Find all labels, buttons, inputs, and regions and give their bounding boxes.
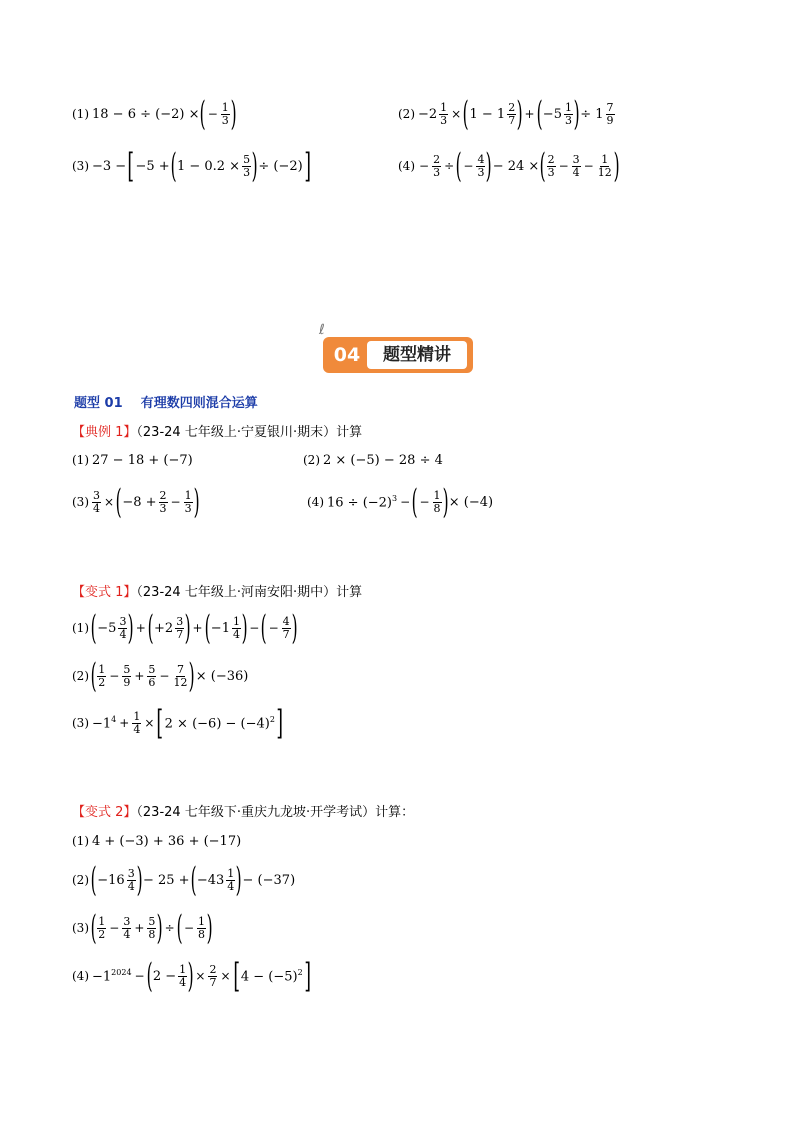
- paren: (: [411, 482, 418, 522]
- problem-label: (2): [398, 107, 415, 121]
- fraction: $\frac{1}{8}$: [198, 914, 206, 941]
- fraction: $\frac{5}{8}$: [148, 914, 156, 941]
- fraction: $\frac{1}{2}$: [98, 662, 106, 689]
- paren: (: [204, 608, 211, 648]
- fraction: $\frac{1}{3}$: [440, 100, 448, 127]
- problem-label: (1): [72, 621, 89, 635]
- paren: ): [241, 608, 248, 648]
- paren: ): [251, 146, 258, 186]
- expr-text: −3 −: [92, 158, 127, 174]
- plus-sign: +: [134, 669, 145, 683]
- problem-3: [72, 146, 311, 186]
- plus-sign: +: [119, 716, 130, 730]
- problem-label: (3): [72, 159, 89, 173]
- expr-text: 1 − 1: [469, 106, 506, 122]
- paren: (: [200, 94, 207, 134]
- minus-sign: −: [183, 921, 195, 935]
- fraction: $\frac{1}{3}$: [184, 488, 192, 515]
- minus-sign: −: [109, 669, 120, 683]
- problem-label: (3): [72, 716, 89, 730]
- expr-text: 2 × (−5) − 28 ÷ 4: [323, 452, 443, 468]
- problem-label: (2): [72, 873, 89, 887]
- times-sign: ×: [451, 107, 462, 121]
- times-sign: ×: [104, 495, 115, 509]
- times-sign: ×: [144, 716, 155, 730]
- problem-label: (4): [307, 495, 324, 509]
- ex1-q4: [307, 482, 494, 522]
- paren: ): [442, 482, 449, 522]
- problem-label: (4): [72, 969, 89, 983]
- banner-number: 04: [333, 344, 361, 366]
- fraction: $\frac{3}{4}$: [119, 614, 127, 641]
- minus-sign: −: [463, 159, 474, 173]
- fraction: $\frac{3}{4}$: [93, 488, 100, 515]
- fraction: $\frac{5}{3}$: [243, 152, 251, 179]
- problem-label: (3): [72, 921, 89, 935]
- fraction: $\frac{1}{4}$: [227, 866, 235, 893]
- fraction: $\frac{5}{6}$: [148, 662, 156, 689]
- plus-sign: +: [524, 107, 535, 121]
- expr-text: 1 − 0.2 ×: [176, 158, 241, 174]
- section-title: 题型 01 有理数四则混合运算: [74, 396, 258, 411]
- paren: ): [184, 608, 191, 648]
- example-source: （23-24 七年级上·宁夏银川·期末）计算: [136, 425, 363, 440]
- example-1-heading: [72, 421, 362, 440]
- paren: ): [291, 608, 298, 648]
- paren: (: [115, 482, 122, 522]
- variant-source: （23-24 七年级下·重庆九龙坡·开学考试）计算：: [136, 805, 415, 820]
- fraction: $\frac{3}{4}$: [572, 152, 580, 179]
- minus-sign: −: [207, 107, 218, 121]
- expr-text: 2 −: [152, 968, 177, 984]
- hook-icon: ℓ: [319, 322, 325, 338]
- problem-label: (1): [72, 834, 89, 848]
- v2-q2: [72, 860, 296, 900]
- fraction: $\frac{7}{9}$: [606, 100, 614, 127]
- expr-text: $16 \div (-2)^3$: [327, 493, 398, 511]
- plus-sign: +: [192, 621, 203, 635]
- expr-text: −8 +: [122, 494, 157, 510]
- paren: (: [176, 908, 183, 948]
- fraction: $\frac{2}{3}$: [433, 152, 441, 179]
- expr-text: −5: [97, 620, 117, 636]
- expr-text: +2: [154, 620, 174, 636]
- minus-sign: −: [400, 495, 411, 509]
- variant-tag: 【变式 2】: [72, 805, 137, 820]
- minus-sign: −: [419, 495, 430, 509]
- paren: ): [613, 146, 620, 186]
- expr-text: ÷ (−2): [258, 158, 303, 174]
- paren: ): [187, 956, 194, 996]
- ex1-q1: [72, 440, 194, 480]
- variant-2-heading: [72, 801, 414, 820]
- minus-sign: −: [558, 159, 569, 173]
- fraction: $\frac{1}{3}$: [221, 100, 229, 127]
- divide-sign: ÷: [444, 159, 455, 173]
- fraction: $\frac{3}{7}$: [176, 614, 184, 641]
- minus-sign: −: [249, 621, 260, 635]
- paren: ): [486, 146, 493, 186]
- fraction: $\frac{1}{3}$: [564, 100, 572, 127]
- problem-label: (2): [303, 453, 320, 467]
- v2-q1: [72, 821, 242, 861]
- fraction: $\frac{1}{2}$: [98, 914, 106, 941]
- expr-text: −1: [210, 620, 230, 636]
- paren: (: [260, 608, 267, 648]
- problem-4: [398, 146, 619, 186]
- fraction: $\frac{1}{8}$: [433, 488, 441, 515]
- v2-q3: [72, 908, 212, 948]
- minus-sign: −: [159, 669, 170, 683]
- expr-text: −43: [196, 872, 225, 888]
- paren: (: [170, 146, 177, 186]
- fraction: $\frac{3}{4}$: [127, 866, 135, 893]
- fraction: $\frac{1}{4}$: [232, 614, 240, 641]
- paren: ): [136, 860, 143, 900]
- minus-sign: −: [109, 921, 120, 935]
- minus-sign: −: [583, 159, 594, 173]
- section-banner: [323, 337, 473, 373]
- v1-q1: [72, 608, 297, 648]
- problem-label: (4): [398, 159, 415, 173]
- ex1-q2: [303, 440, 444, 480]
- expr-text: − (−37): [242, 872, 296, 888]
- expr-text: × (−36): [195, 668, 249, 684]
- times-sign: ×: [220, 969, 231, 983]
- expr-text: −5 +: [135, 158, 170, 174]
- fraction: $\frac{2}{3}$: [547, 152, 555, 179]
- bracket: [: [156, 703, 164, 743]
- v1-q3: [72, 703, 283, 743]
- minus-sign: −: [170, 495, 181, 509]
- problem-label: (3): [72, 495, 89, 509]
- expr-text: 27 − 18 + (−7): [92, 452, 193, 468]
- expr-text: 4 + (−3) + 36 + (−17): [92, 833, 242, 849]
- fraction: $\frac{4}{7}$: [282, 614, 290, 641]
- minus-sign: −: [268, 621, 279, 635]
- fraction: $\frac{4}{3}$: [477, 152, 485, 179]
- bracket: ]: [276, 703, 283, 743]
- bracket: [: [127, 146, 135, 186]
- paren: ): [157, 908, 164, 948]
- expr-text: $2 \times (-6) - (-4)^2$: [164, 714, 275, 732]
- problem-label: (2): [72, 669, 89, 683]
- paren: ): [206, 908, 213, 948]
- expr-text: $-1^{2024}$: [92, 967, 132, 985]
- paren: ): [193, 482, 200, 522]
- expr-text: −5: [542, 106, 562, 122]
- fraction: $\frac{7}{12}$: [173, 662, 188, 689]
- paren: ): [230, 94, 237, 134]
- times-sign: ×: [195, 969, 206, 983]
- fraction: $\frac{5}{9}$: [123, 662, 131, 689]
- expr-text: − 25 +: [142, 872, 190, 888]
- expr-text: − 24 ×: [492, 158, 540, 174]
- bracket: [: [232, 956, 240, 996]
- variant-tag: 【变式 1】: [72, 585, 137, 600]
- paren: ): [573, 94, 580, 134]
- expr-text: 18 − 6 ÷ (−2) ×: [92, 106, 200, 122]
- fraction: $\frac{2}{3}$: [159, 488, 167, 515]
- paren: (: [147, 608, 154, 648]
- plus-sign: +: [135, 621, 146, 635]
- paren: ): [516, 94, 523, 134]
- paren: (: [90, 656, 97, 696]
- fraction: $\frac{1}{4}$: [133, 709, 141, 736]
- expr-text: $4 - (-5)^2$: [240, 967, 303, 985]
- paren: ): [189, 656, 196, 696]
- paren: (: [90, 608, 97, 648]
- fraction: $\frac{2}{7}$: [508, 100, 516, 127]
- plus-sign: +: [134, 921, 145, 935]
- variant-source: （23-24 七年级上·河南安阳·期中）计算: [136, 585, 363, 600]
- paren: (: [536, 94, 543, 134]
- ex1-q3: [72, 482, 199, 522]
- paren: (: [90, 908, 97, 948]
- problem-2: [398, 94, 616, 134]
- divide-sign: ÷: [164, 921, 175, 935]
- fraction: $\frac{1}{4}$: [179, 962, 187, 989]
- fraction: $\frac{3}{4}$: [123, 914, 131, 941]
- banner-title: 题型精讲: [367, 341, 467, 369]
- expr-text: −16: [97, 872, 125, 888]
- paren: (: [539, 146, 546, 186]
- expr-text: −2: [418, 106, 438, 122]
- fraction: $\frac{1}{12}$: [597, 152, 612, 179]
- v1-q2: [72, 656, 249, 696]
- paren: (: [462, 94, 469, 134]
- minus-sign: −: [419, 159, 430, 173]
- problem-label: (1): [72, 107, 89, 121]
- expr-text: $-1^4$: [92, 714, 117, 732]
- bracket: ]: [304, 146, 311, 186]
- fraction: $\frac{2}{7}$: [209, 962, 217, 989]
- expr-text: ÷ 1: [580, 106, 604, 122]
- variant-1-heading: [72, 581, 362, 600]
- problem-1: [72, 94, 236, 134]
- minus-sign: −: [134, 969, 145, 983]
- v2-q4: [72, 956, 311, 996]
- problem-label: (1): [72, 453, 89, 467]
- paren: (: [146, 956, 153, 996]
- paren: ): [128, 608, 135, 648]
- expr-text: × (−4): [448, 494, 494, 510]
- paren: (: [190, 860, 197, 900]
- paren: (: [90, 860, 97, 900]
- paren: ): [235, 860, 242, 900]
- bracket: ]: [303, 956, 311, 996]
- example-tag: 【典例 1】: [72, 425, 137, 440]
- paren: (: [455, 146, 462, 186]
